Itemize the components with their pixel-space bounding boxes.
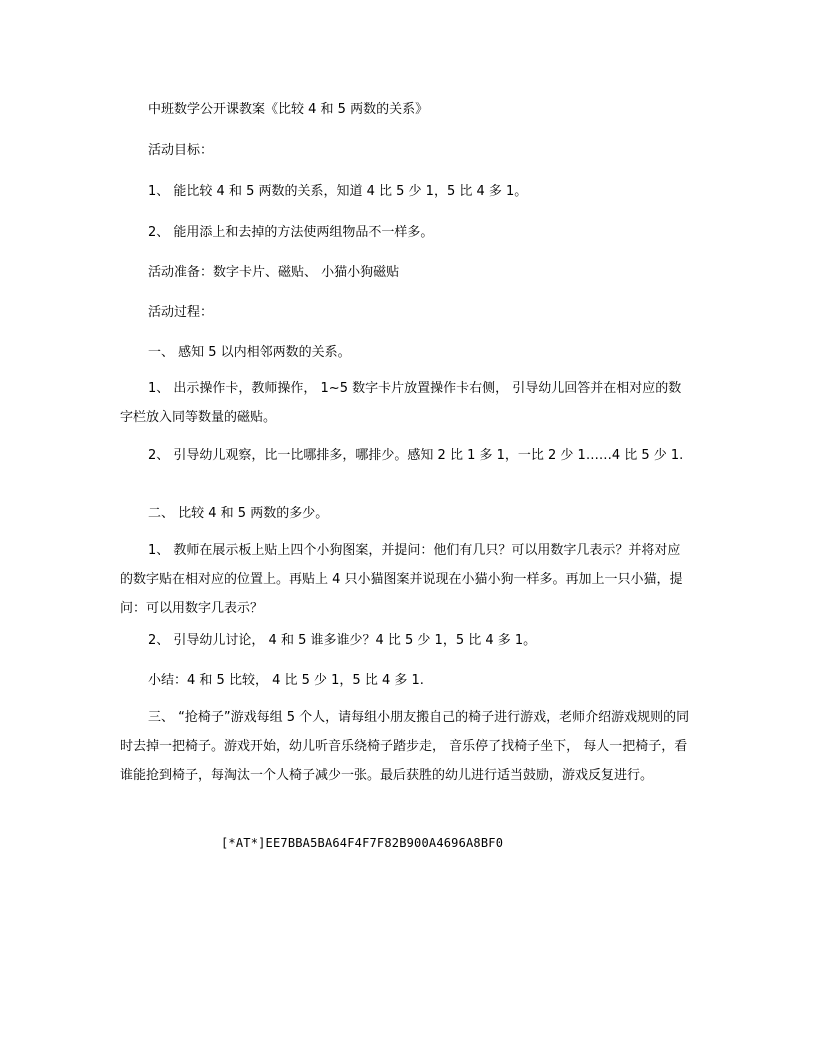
preparation-text: 活动准备：数字卡片、磁贴、 小猫小狗磁贴 [148, 265, 400, 280]
summary-text: 小结：4 和 5 比较， 4 比 5 少 1，5 比 4 多 1. [148, 673, 424, 688]
process-heading: 活动过程： [148, 305, 214, 320]
objective-1: 1、 能比较 4 和 5 两数的关系，知道 4 比 5 少 1，5 比 4 多 1。 [148, 184, 528, 199]
document-title: 中班数学公开课教案《比较 4 和 5 两数的关系》 [148, 102, 429, 117]
step-1-2: 2、 引导幼儿观察，比一比哪排多，哪排少。感知 2 比 1 多 1，一比 2 少 1……4 比 5 少 1. [148, 448, 684, 463]
step-2-1: 1、 教师在展示板上贴上四个小狗图案，并提问：他们有几只？可以用数字几表示？并将对应的数字贴在相对应的位置上。再贴上 4 只小猫图案并说现在小猫小狗一样多。再加上一只小猫，提问：可以用数字几表示？ [120, 543, 683, 616]
section-3-paragraph: 三、 “抢椅子”游戏每组 5 个人，请每组小朋友搬自己的椅子进行游戏，老师介绍游戏规则的同时去掉一把椅子。游戏开始，幼儿听音乐绕椅子踏步走， 音乐停了找椅子坐下， 每人一把椅子，看谁能抢到椅子，每淘汰一个人椅子减少一张。最后获胜的幼儿进行适当鼓励，游戏反复进行。 [120, 710, 690, 783]
step-2-2: 2、 引导幼儿讨论， 4 和 5 谁多谁少？4 比 5 少 1，5 比 4 多 1。 [148, 633, 537, 648]
section-1-heading: 一、 感知 5 以内相邻两数的关系。 [148, 345, 351, 360]
section-2-heading: 二、 比较 4 和 5 两数的多少。 [148, 506, 329, 521]
step-1-1: 1、 出示操作卡，教师操作， 1~5 数字卡片放置操作卡右侧， 引导幼儿回答并在相对应的数字栏放入同等数量的磁贴。 [120, 381, 682, 425]
objectives-heading: 活动目标： [148, 143, 214, 158]
objective-2: 2、 能用添上和去掉的方法使两组物品不一样多。 [148, 225, 434, 240]
footer-code: [*AT*]EE7BBA5BA64F4F7F82B900A4696A8BF0 [221, 836, 504, 850]
